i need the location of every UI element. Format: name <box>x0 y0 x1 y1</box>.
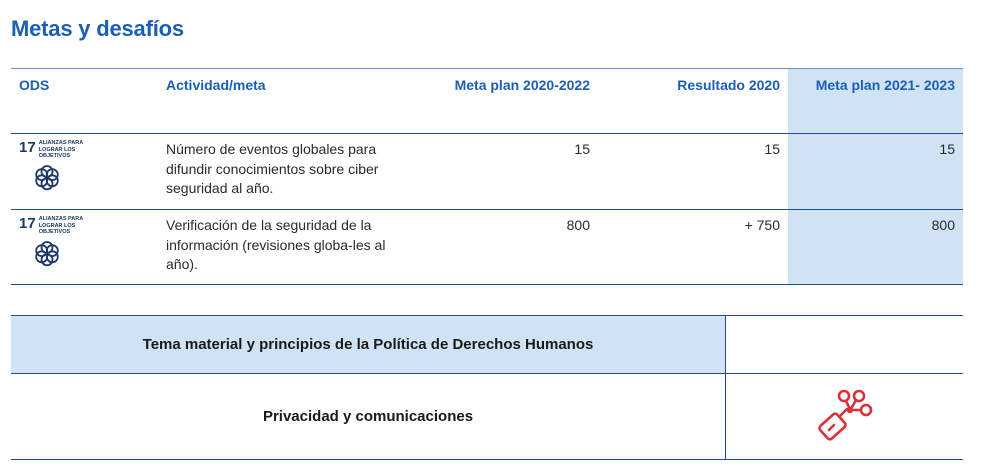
ods-cell <box>11 134 156 210</box>
human-rights-header-empty <box>726 316 964 374</box>
header-plan-2021-2023: Meta plan 2021- 2023 <box>788 69 963 134</box>
human-rights-header: Tema material y principios de la Política de Derechos Humanos <box>11 316 726 374</box>
goals-table <box>11 68 963 285</box>
sdg17-badge <box>19 140 148 191</box>
plan-2020-2022-cell: 15 <box>404 134 598 210</box>
header-result-2020: Resultado 2020 <box>598 69 788 134</box>
human-rights-header-row <box>11 316 963 374</box>
activity-cell: Verificación de la seguridad de la información (revisiones globa-les al año). <box>156 210 404 285</box>
sdg-number: 17 <box>19 215 36 232</box>
sdg17-partnership-icon <box>33 239 61 267</box>
sdg-label: ALIANZAS PARA LOGRAR LOS OBJETIVOS <box>38 140 83 159</box>
table-row <box>11 210 963 285</box>
result-2020-cell: + 750 <box>598 210 788 285</box>
plan-2021-2023-cell: 15 <box>788 134 963 210</box>
ods-cell <box>11 210 156 285</box>
page-title: Metas y desafíos <box>11 16 184 41</box>
table-row <box>11 134 963 210</box>
human-rights-table <box>11 315 963 460</box>
header-ods: ODS <box>11 69 156 134</box>
plan-2020-2022-cell: 800 <box>404 210 598 285</box>
sdg-number: 17 <box>19 139 36 156</box>
icon-cell <box>726 374 964 460</box>
activity-cell: Número de eventos globales para difundir conocimientos sobre ciber seguridad al año. <box>156 134 404 210</box>
sdg17-badge <box>19 216 148 267</box>
human-rights-row <box>11 374 963 460</box>
header-activity: Actividad/meta <box>156 69 404 134</box>
privacy-communications-icon <box>813 389 877 447</box>
result-2020-cell: 15 <box>598 134 788 210</box>
goals-table-header-row <box>11 69 963 134</box>
header-plan-2020-2022: Meta plan 2020-2022 <box>404 69 598 134</box>
privacy-communications-label: Privacidad y comunicaciones <box>11 374 726 460</box>
sdg17-partnership-icon <box>33 163 61 191</box>
plan-2021-2023-cell: 800 <box>788 210 963 285</box>
sdg-label: ALIANZAS PARA LOGRAR LOS OBJETIVOS <box>38 216 83 235</box>
